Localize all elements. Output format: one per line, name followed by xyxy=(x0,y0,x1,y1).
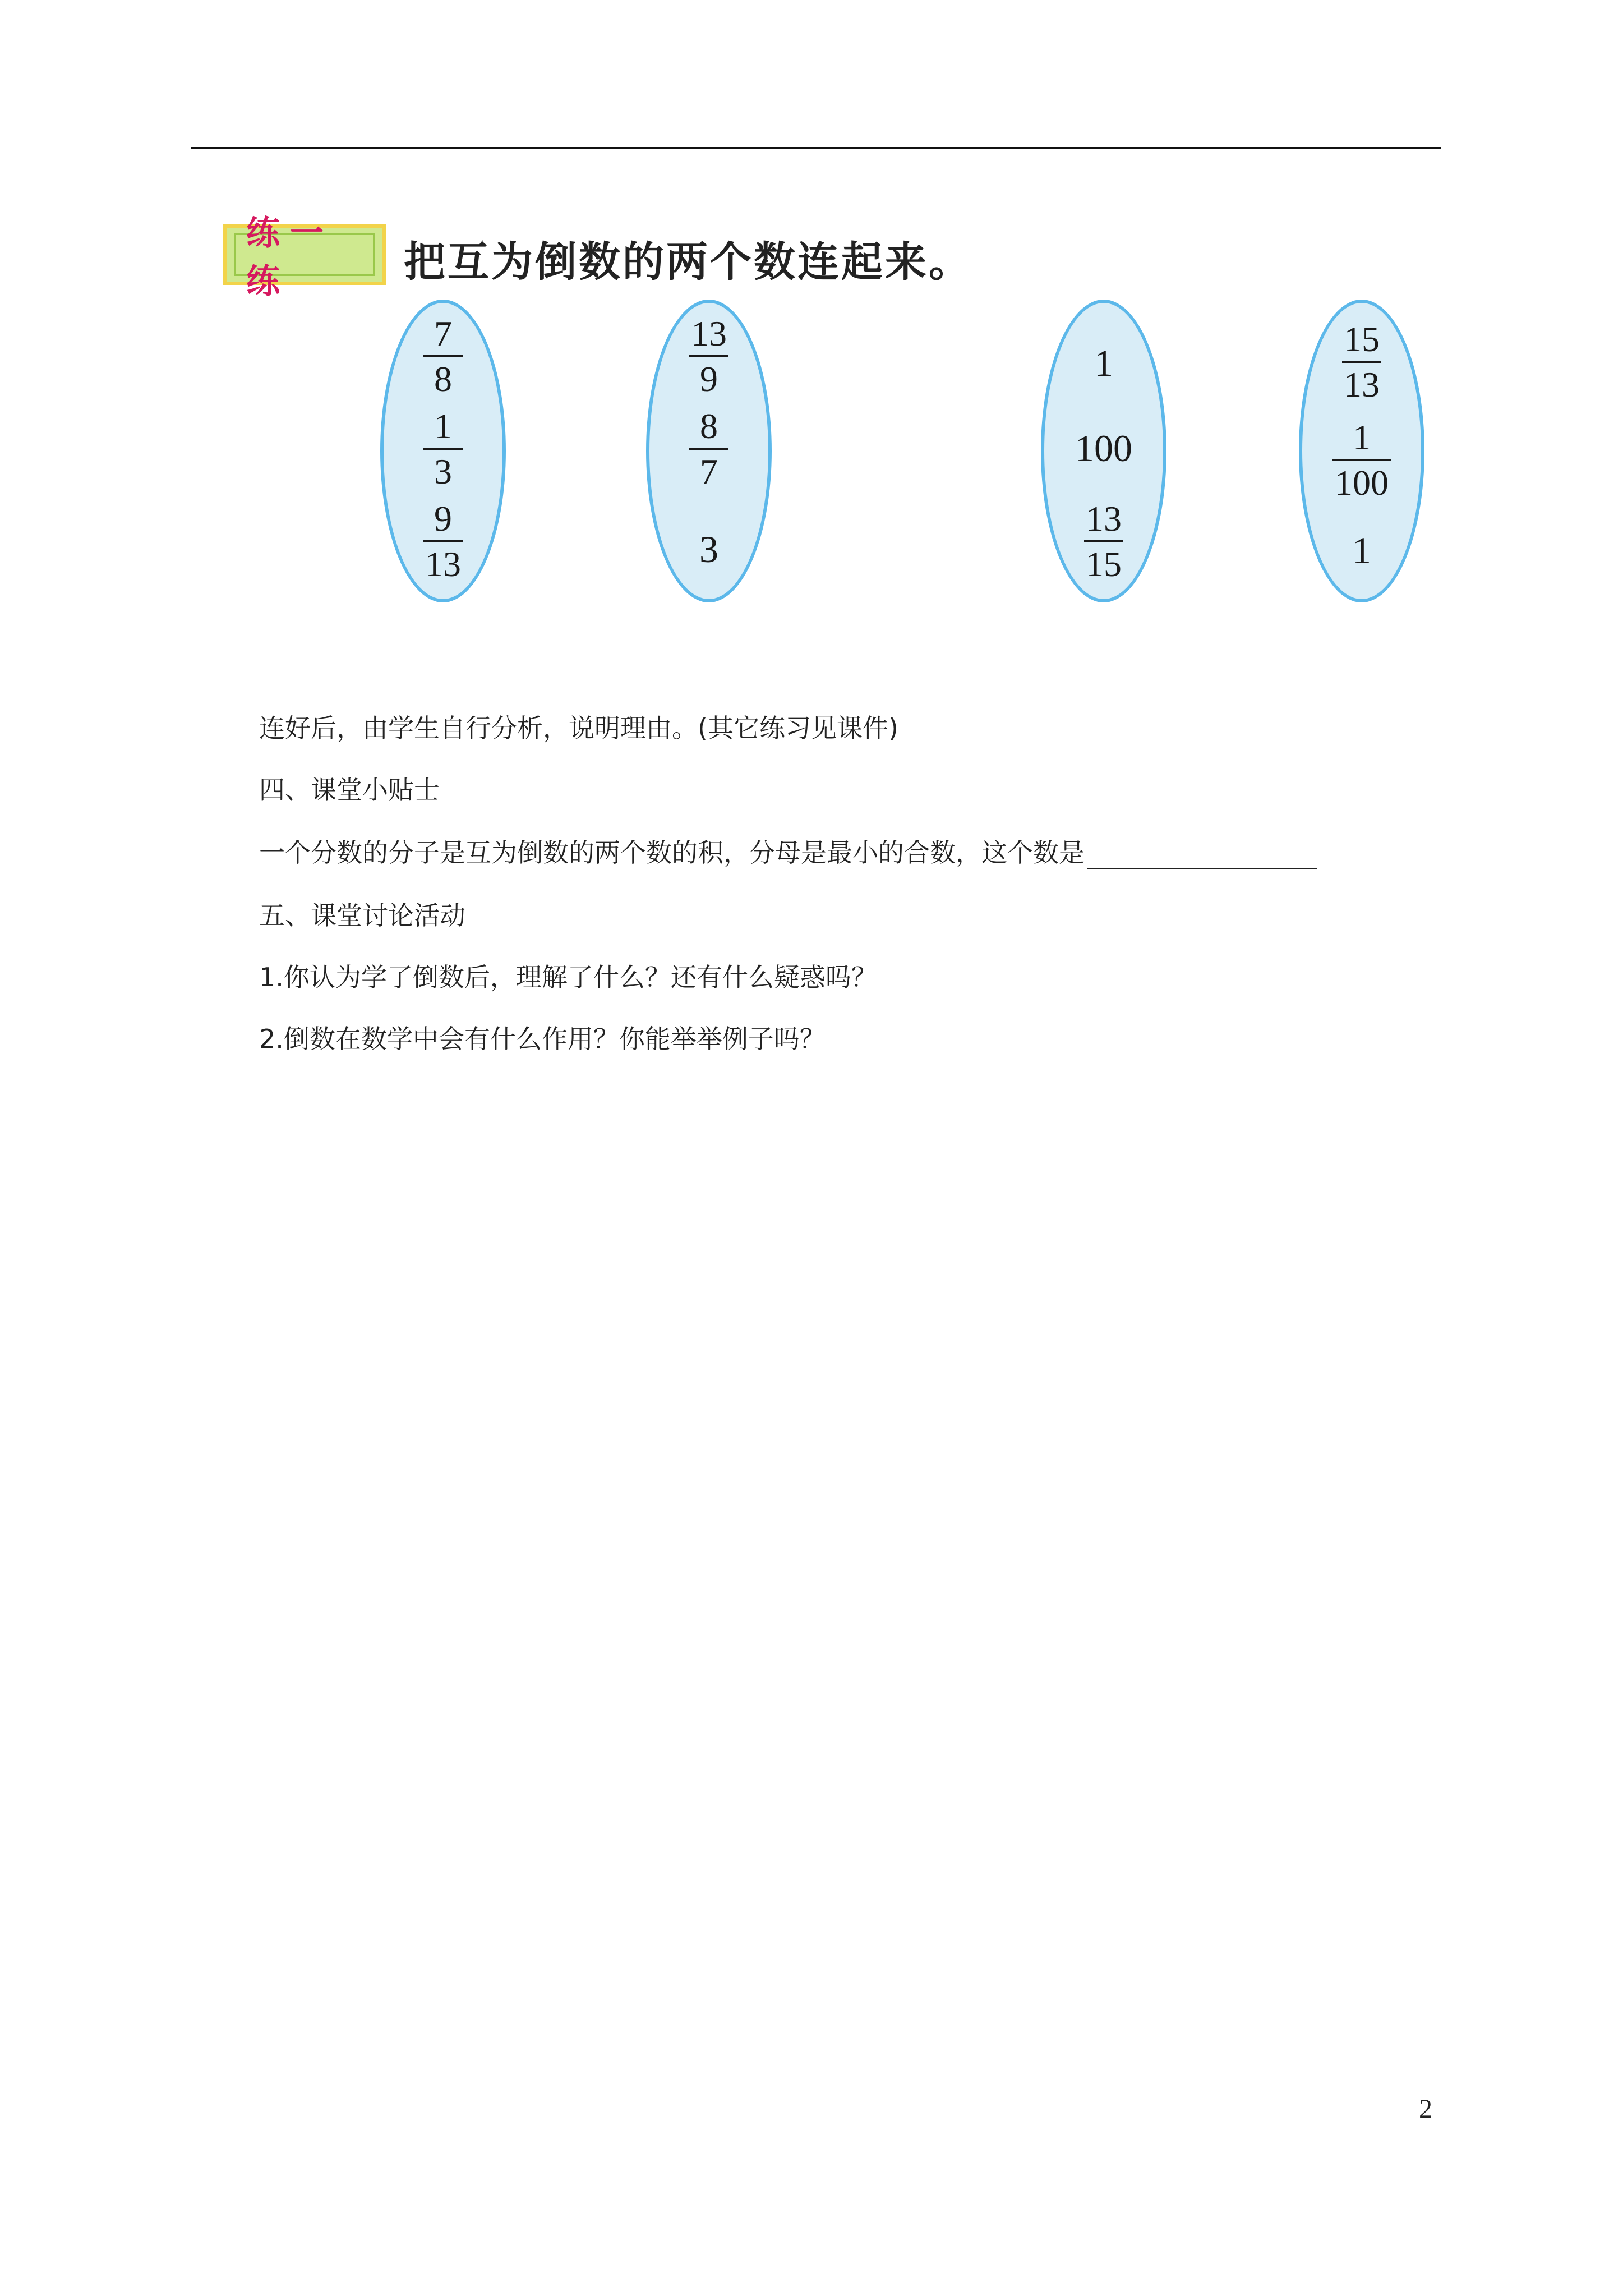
fraction xyxy=(384,407,502,491)
denominator: 8 xyxy=(434,359,452,399)
fraction xyxy=(649,407,768,491)
number-group-4 xyxy=(1299,300,1424,602)
practice-badge xyxy=(223,214,386,301)
whole-number: 1 xyxy=(1352,529,1371,572)
fraction xyxy=(384,499,502,584)
fraction xyxy=(1044,499,1163,584)
section-4-title: 四、课堂小贴士 xyxy=(259,775,440,805)
numerator: 1 xyxy=(1353,417,1371,457)
denominator: 15 xyxy=(1086,544,1122,584)
discussion-question-1: 1.你认为学了倒数后，理解了什么？还有什么疑惑吗？ xyxy=(259,962,877,992)
numerator: 15 xyxy=(1344,319,1380,359)
denominator: 7 xyxy=(700,452,718,491)
number-group-1 xyxy=(380,300,506,602)
note-after-matching: 连好后，由学生自行分析，说明理由。(其它练习见课件) xyxy=(259,713,898,743)
section-4-body xyxy=(259,832,1317,869)
number-group-3 xyxy=(1041,300,1166,602)
numerator: 13 xyxy=(691,314,727,353)
whole-number: 3 xyxy=(699,528,718,570)
section-4-question: 一个分数的分子是互为倒数的两个数的积，分母是最小的合数，这个数是 xyxy=(259,838,1085,868)
numerator: 1 xyxy=(434,406,452,446)
answer-blank[interactable] xyxy=(1087,843,1317,869)
numerator: 8 xyxy=(700,406,718,446)
section-5-title: 五、课堂讨论活动 xyxy=(259,900,465,931)
whole-number: 1 xyxy=(1094,342,1113,384)
denominator: 100 xyxy=(1335,463,1389,503)
whole-number: 100 xyxy=(1075,427,1132,470)
discussion-question-2: 2.倒数在数学中会有什么作用？你能举举例子吗？ xyxy=(259,1024,826,1054)
fraction xyxy=(649,314,768,399)
denominator: 9 xyxy=(700,359,718,399)
denominator: 13 xyxy=(1344,365,1380,404)
number-group-2 xyxy=(646,300,772,602)
fraction xyxy=(1302,418,1421,503)
numerator: 7 xyxy=(434,314,452,353)
practice-instruction: 把互为倒数的两个数连起来。 xyxy=(404,238,972,286)
header-rule xyxy=(191,147,1441,149)
denominator: 3 xyxy=(434,452,452,491)
fraction xyxy=(1302,320,1421,404)
fraction xyxy=(384,314,502,399)
page-number: 2 xyxy=(1419,2094,1432,2124)
numerator: 9 xyxy=(434,499,452,539)
numerator: 13 xyxy=(1086,499,1122,539)
denominator: 13 xyxy=(425,544,461,584)
practice-badge-label: 练一练 xyxy=(246,214,334,301)
